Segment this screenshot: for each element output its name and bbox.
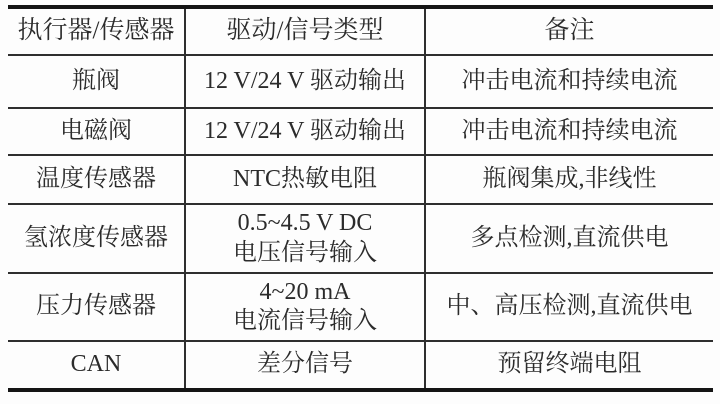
column-header: 备注 (425, 7, 713, 55)
table-body (8, 55, 713, 390)
cell-text-line: 温度传感器 (36, 165, 156, 192)
cell-text-line: 压力传感器 (36, 293, 156, 320)
cell-text-line: 瓶阀集成,非线性 (482, 165, 657, 192)
table-cell (8, 108, 185, 155)
cell-text-line: 电流信号输入 (233, 308, 377, 334)
cell-text-line: 12 V/24 V 驱动输出 (203, 67, 407, 94)
spec-table (8, 5, 713, 392)
cell-text-line: 预留终端电阻 (497, 351, 642, 378)
table-cell (185, 55, 425, 108)
table-cell (8, 155, 185, 204)
table-cell (185, 155, 425, 204)
table-cell (8, 273, 185, 341)
table-row (8, 155, 713, 204)
table-cell (425, 155, 713, 204)
table-cell (185, 341, 425, 390)
cell-text-line: 4~20 mA (259, 278, 351, 305)
header-row (8, 7, 713, 55)
table-cell (425, 273, 713, 341)
cell-text-line: CAN (70, 351, 122, 378)
cell-text-line: 电磁阀 (60, 117, 132, 144)
cell-text-line: 12 V/24 V 驱动输出 (203, 117, 407, 144)
table-cell (425, 55, 713, 108)
table-row (8, 55, 713, 108)
cell-text-line: 差分信号 (257, 351, 353, 378)
table-cell (8, 204, 185, 273)
table-cell (185, 273, 425, 341)
table-cell (425, 341, 713, 390)
cell-text-line: 冲击电流和持续电流 (461, 117, 678, 144)
table-row (8, 273, 713, 341)
column-header: 驱动/信号类型 (185, 7, 425, 55)
table-row (8, 108, 713, 155)
cell-text-line: 中、高压检测,直流供电 (446, 293, 693, 320)
table-cell (185, 108, 425, 155)
table-cell (8, 55, 185, 108)
table-cell (425, 204, 713, 273)
table-row (8, 204, 713, 273)
table-cell (8, 341, 185, 390)
table-cell (425, 108, 713, 155)
cell-text-line: 多点检测,直流供电 (470, 224, 669, 251)
table-row (8, 341, 713, 390)
cell-text-line: 瓶阀 (72, 67, 120, 94)
cell-text-line: NTC热敏电阻 (233, 165, 377, 192)
cell-text-line: 冲击电流和持续电流 (461, 67, 678, 94)
cell-text-line: 氢浓度传感器 (24, 224, 168, 251)
table-cell (185, 204, 425, 273)
cell-text-line: 0.5~4.5 V DC (237, 210, 373, 237)
column-header: 执行器/传感器 (17, 17, 175, 45)
cell-text-line: 电压信号输入 (233, 239, 377, 266)
